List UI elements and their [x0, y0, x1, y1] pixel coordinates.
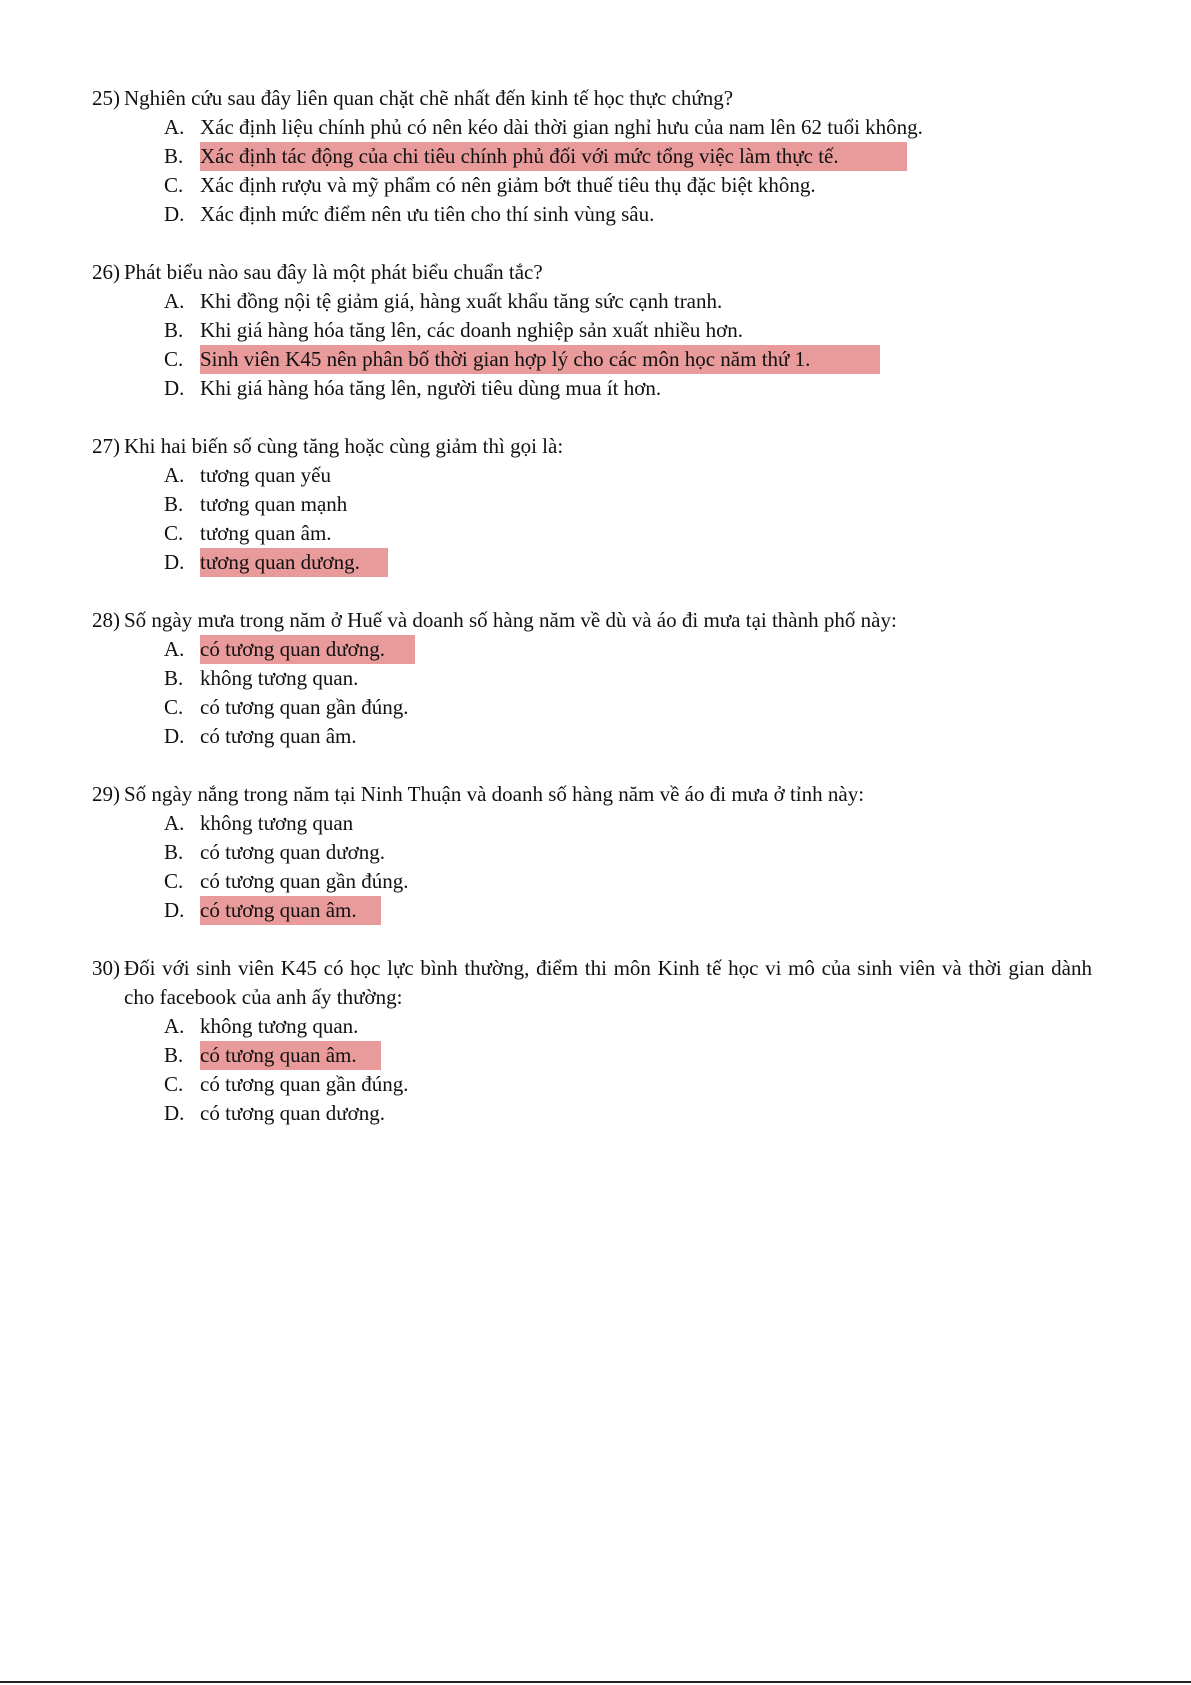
question-stem — [92, 84, 1092, 113]
option-text: Xác định rượu và mỹ phẩm có nên giảm bớt thuế tiêu thụ đặc biệt không. — [200, 173, 816, 197]
option-text: không tương quan. — [200, 666, 359, 690]
option-text: Khi giá hàng hóa tăng lên, người tiêu dùng mua ít hơn. — [200, 376, 662, 400]
question-number: 27) — [92, 434, 120, 458]
option-d[interactable] — [164, 1099, 1092, 1128]
question-number: 30) — [92, 956, 120, 980]
option-c[interactable] — [164, 1070, 1092, 1099]
question-25 — [92, 84, 1092, 229]
option-text-highlighted: có tương quan dương. — [200, 635, 415, 664]
option-text: tương quan mạnh — [200, 492, 348, 516]
option-text-highlighted: Xác định tác động của chi tiêu chính phủ đối với mức tổng việc làm thực tế. — [200, 142, 907, 171]
option-text: Xác định mức điểm nên ưu tiên cho thí sinh vùng sâu. — [200, 202, 655, 226]
question-text: Số ngày mưa trong năm ở Huế và doanh số hàng năm về dù và áo đi mưa tại thành phố này: — [124, 608, 897, 632]
option-text: Xác định liệu chính phủ có nên kéo dài thời gian nghỉ hưu của nam lên 62 tuổi không. — [200, 115, 923, 139]
option-d[interactable] — [164, 722, 1092, 751]
option-text: có tương quan dương. — [200, 1101, 385, 1125]
option-letter: A. — [164, 289, 185, 313]
option-letter: B. — [164, 840, 184, 864]
option-letter: B. — [164, 1043, 184, 1067]
question-number: 25) — [92, 86, 120, 110]
option-b[interactable] — [164, 1041, 1092, 1070]
option-a[interactable] — [164, 635, 1092, 664]
option-c[interactable] — [164, 345, 1092, 374]
option-d[interactable] — [164, 200, 1092, 229]
question-number: 28) — [92, 608, 120, 632]
question-number: 29) — [92, 782, 120, 806]
question-text: Nghiên cứu sau đây liên quan chặt chẽ nhất đến kinh tế học thực chứng? — [124, 86, 734, 110]
option-list — [92, 287, 1092, 403]
question-stem — [92, 258, 1092, 287]
question-text: Phát biểu nào sau đây là một phát biểu chuẩn tắc? — [124, 260, 543, 284]
option-text-highlighted: có tương quan âm. — [200, 1041, 381, 1070]
option-letter: C. — [164, 869, 184, 893]
option-text: có tương quan âm. — [200, 724, 357, 748]
question-29 — [92, 780, 1092, 925]
option-letter: D. — [164, 550, 185, 574]
option-text-highlighted: Sinh viên K45 nên phân bố thời gian hợp lý cho các môn học năm thứ 1. — [200, 345, 880, 374]
option-list — [92, 461, 1092, 577]
option-letter: D. — [164, 376, 185, 400]
option-text: tương quan âm. — [200, 521, 332, 545]
option-b[interactable] — [164, 664, 1092, 693]
option-text: không tương quan — [200, 811, 354, 835]
question-27 — [92, 432, 1092, 577]
option-letter: D. — [164, 202, 185, 226]
option-b[interactable] — [164, 838, 1092, 867]
option-a[interactable] — [164, 1012, 1092, 1041]
question-text: Số ngày nắng trong năm tại Ninh Thuận và doanh số hàng năm về áo đi mưa ở tỉnh này: — [124, 782, 865, 806]
question-stem — [92, 606, 1092, 635]
option-letter: C. — [164, 173, 184, 197]
option-text: có tương quan gần đúng. — [200, 695, 409, 719]
question-text: Khi hai biến số cùng tăng hoặc cùng giảm thì gọi là: — [124, 434, 564, 458]
option-letter: A. — [164, 463, 185, 487]
option-d[interactable] — [164, 548, 1092, 577]
option-text: có tương quan gần đúng. — [200, 1072, 409, 1096]
question-30 — [92, 954, 1092, 1128]
option-letter: A. — [164, 1014, 185, 1038]
option-list — [92, 1012, 1092, 1128]
question-26 — [92, 258, 1092, 403]
option-c[interactable] — [164, 171, 1092, 200]
option-b[interactable] — [164, 142, 1092, 171]
option-letter: B. — [164, 318, 184, 342]
option-a[interactable] — [164, 113, 1092, 142]
option-letter: A. — [164, 637, 185, 661]
option-letter: C. — [164, 1072, 184, 1096]
question-stem — [92, 780, 1092, 809]
option-text: tương quan yếu — [200, 463, 331, 487]
option-a[interactable] — [164, 809, 1092, 838]
option-letter: B. — [164, 492, 184, 516]
option-list — [92, 809, 1092, 925]
option-letter: C. — [164, 695, 184, 719]
question-text: Đối với sinh viên K45 có học lực bình thường, điểm thi môn Kinh tế học vi mô của sinh viên và thời gian dành cho facebook của anh ấy thường: — [124, 956, 1092, 1009]
option-text-highlighted: có tương quan âm. — [200, 896, 381, 925]
option-list — [92, 113, 1092, 229]
option-letter: A. — [164, 811, 185, 835]
option-letter: A. — [164, 115, 185, 139]
option-text-highlighted: tương quan dương. — [200, 548, 388, 577]
option-c[interactable] — [164, 519, 1092, 548]
option-letter: D. — [164, 1101, 185, 1125]
option-d[interactable] — [164, 896, 1092, 925]
option-list — [92, 635, 1092, 751]
option-text: có tương quan gần đúng. — [200, 869, 409, 893]
option-letter: C. — [164, 521, 184, 545]
option-b[interactable] — [164, 316, 1092, 345]
question-28 — [92, 606, 1092, 751]
option-letter: D. — [164, 898, 185, 922]
question-number: 26) — [92, 260, 120, 284]
page-bottom-rule — [0, 1681, 1191, 1683]
option-text: có tương quan dương. — [200, 840, 385, 864]
option-c[interactable] — [164, 867, 1092, 896]
option-b[interactable] — [164, 490, 1092, 519]
option-text: Khi giá hàng hóa tăng lên, các doanh nghiệp sản xuất nhiều hơn. — [200, 318, 743, 342]
option-letter: B. — [164, 144, 184, 168]
option-letter: C. — [164, 347, 184, 371]
question-stem — [92, 432, 1092, 461]
option-c[interactable] — [164, 693, 1092, 722]
option-letter: D. — [164, 724, 185, 748]
question-stem — [92, 954, 1092, 1012]
option-a[interactable] — [164, 461, 1092, 490]
option-text: không tương quan. — [200, 1014, 359, 1038]
option-letter: B. — [164, 666, 184, 690]
option-d[interactable] — [164, 374, 1092, 403]
option-text: Khi đồng nội tệ giảm giá, hàng xuất khẩu tăng sức cạnh tranh. — [200, 289, 723, 313]
option-a[interactable] — [164, 287, 1092, 316]
